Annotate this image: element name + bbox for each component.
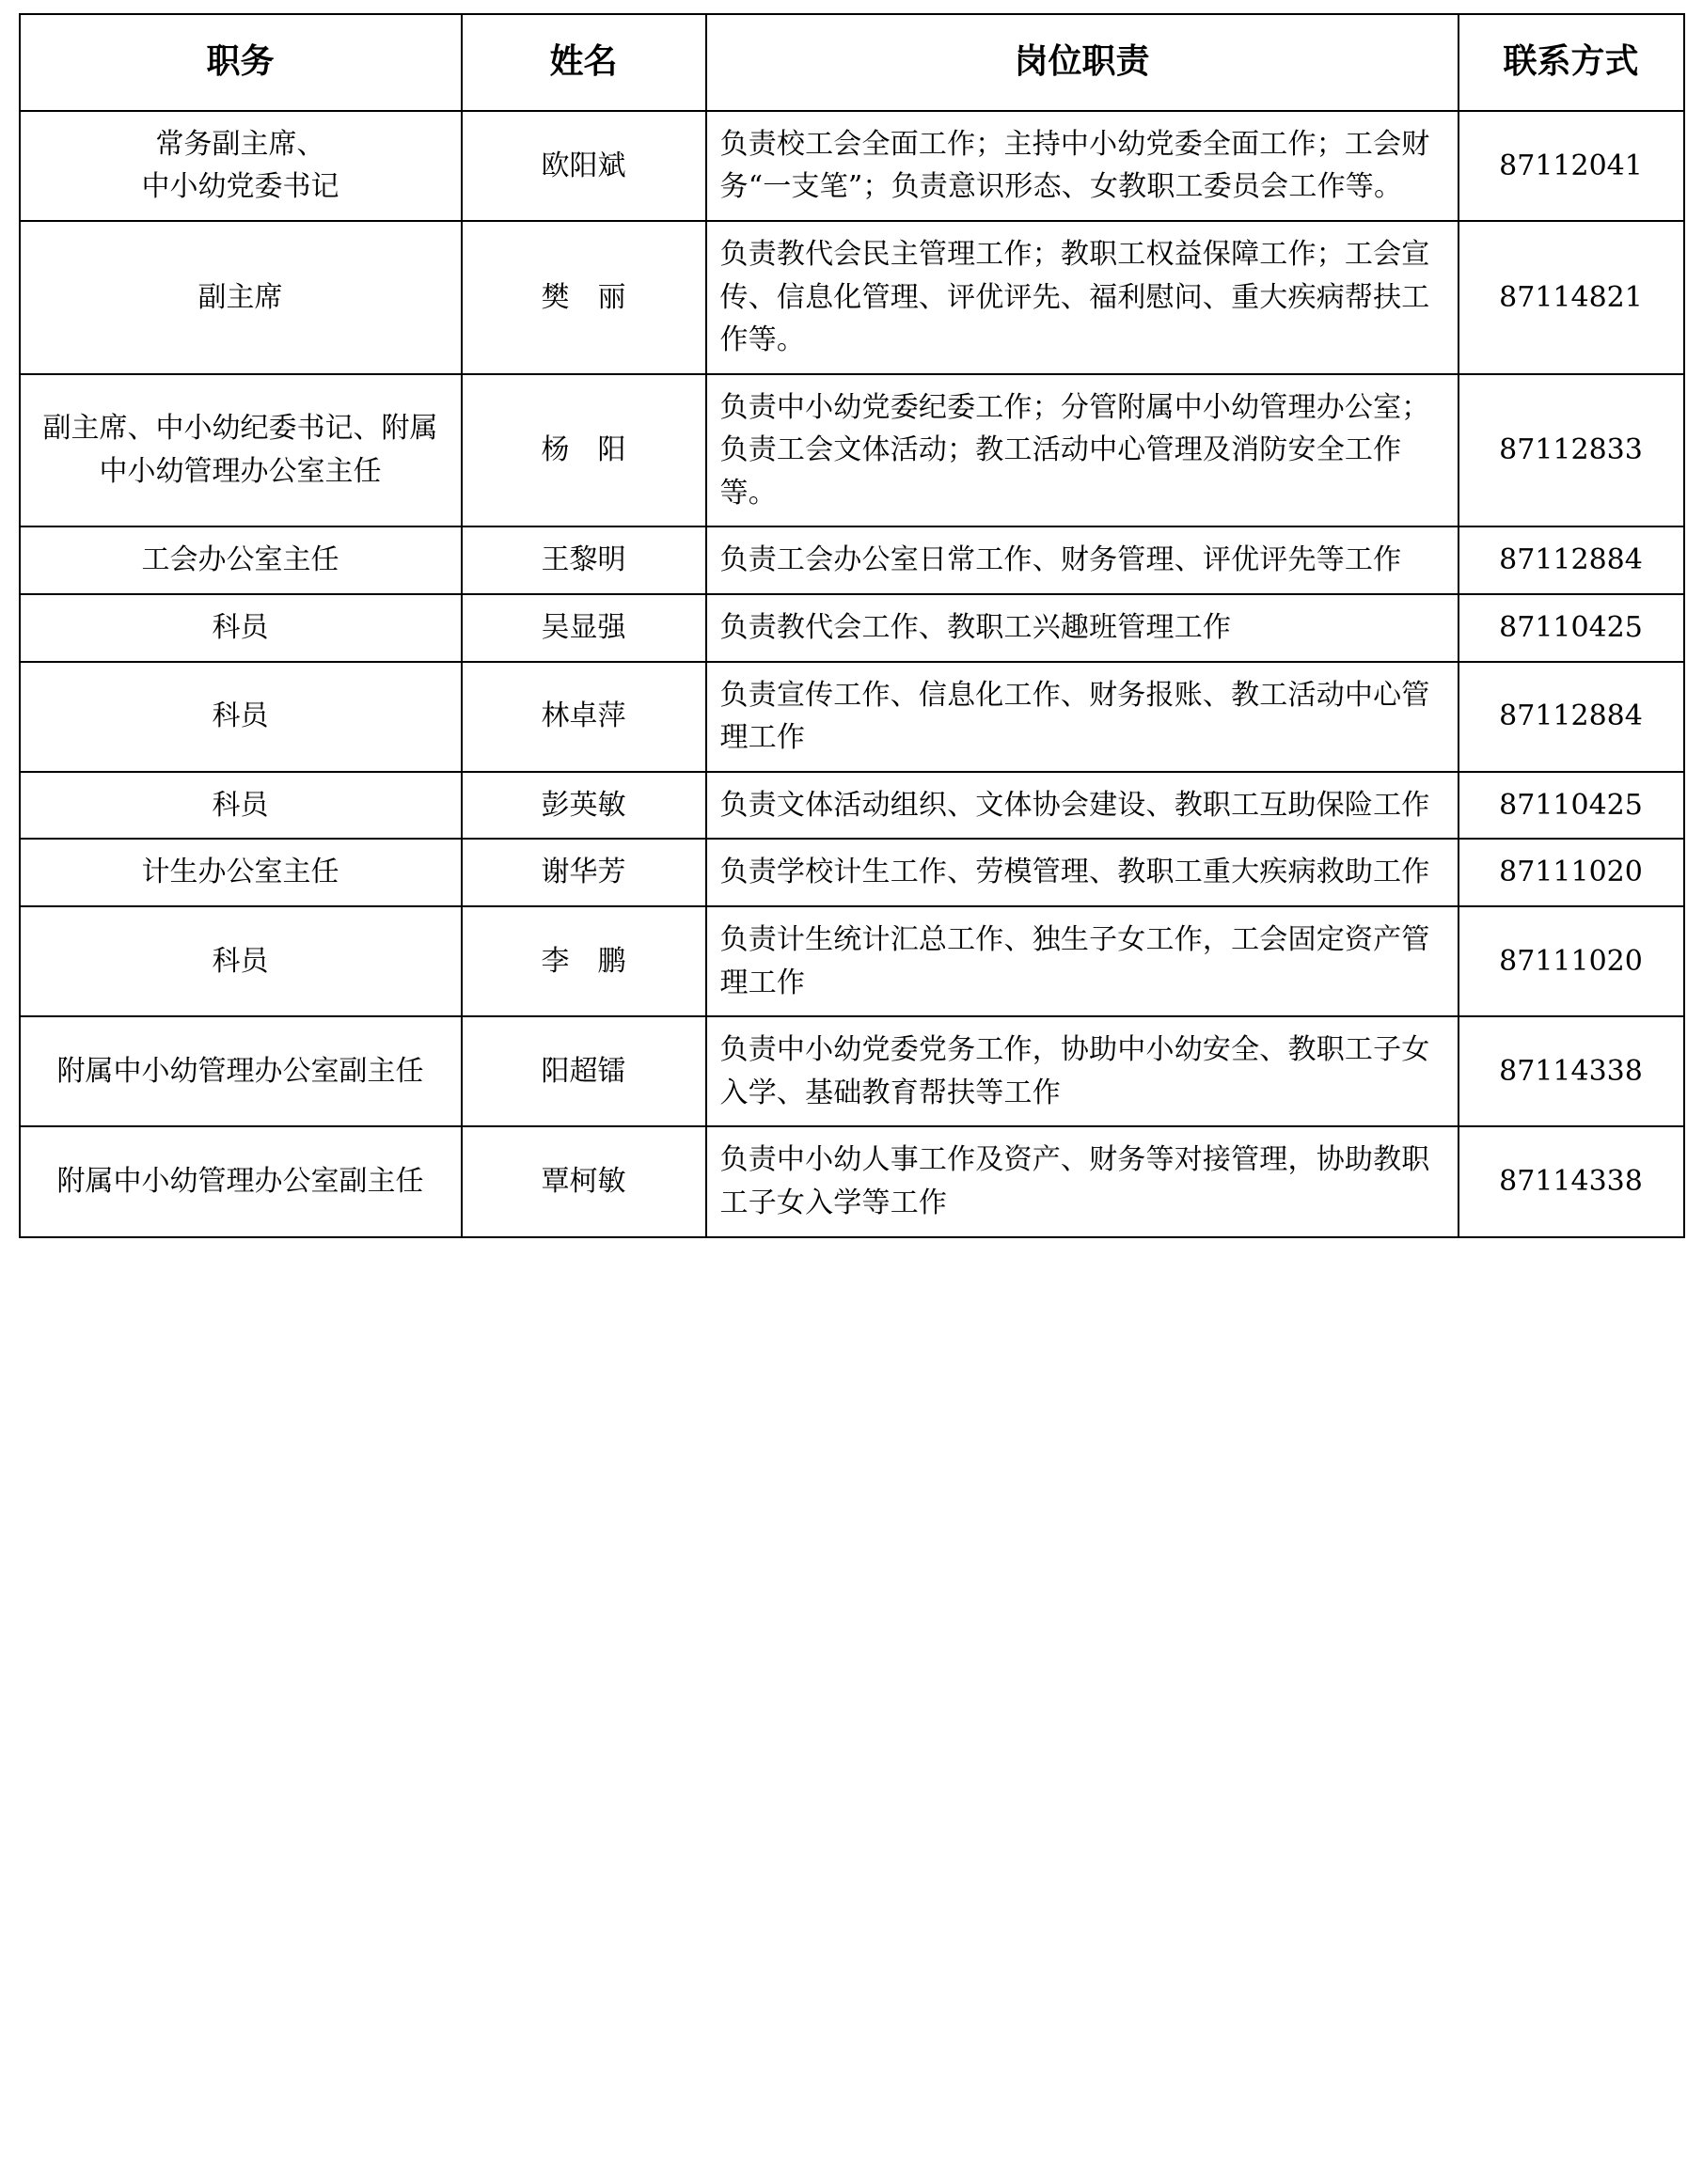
cell-contact: 87114338: [1459, 1126, 1684, 1236]
table-row: [20, 594, 1684, 662]
cell-name: 杨 阳: [462, 374, 706, 527]
cell-name: 覃柯敏: [462, 1126, 706, 1236]
cell-responsibility: 负责中小幼党委纪委工作；分管附属中小幼管理办公室；负责工会文体活动；教工活动中心管理及消防安全工作等。: [706, 374, 1459, 527]
cell-responsibility: 负责计生统计汇总工作、独生子女工作，工会固定资产管理工作: [706, 906, 1459, 1016]
cell-contact: 87111020: [1459, 906, 1684, 1016]
cell-contact: 87110425: [1459, 772, 1684, 840]
table-row: [20, 772, 1684, 840]
cell-responsibility: 负责文体活动组织、文体协会建设、教职工互助保险工作: [706, 772, 1459, 840]
cell-duty: 科员: [20, 662, 462, 772]
table-row: [20, 111, 1684, 221]
cell-duty: 科员: [20, 772, 462, 840]
cell-duty: 科员: [20, 906, 462, 1016]
cell-contact: 87112884: [1459, 526, 1684, 594]
cell-responsibility: 负责学校计生工作、劳模管理、教职工重大疾病救助工作: [706, 839, 1459, 906]
cell-duty: 附属中小幼管理办公室副主任: [20, 1126, 462, 1236]
staff-directory-table: [19, 13, 1685, 1238]
cell-responsibility: 负责中小幼党委党务工作，协助中小幼安全、教职工子女入学、基础教育帮扶等工作: [706, 1016, 1459, 1126]
column-header-duty: 职务: [20, 14, 462, 111]
table-row: [20, 221, 1684, 374]
table-header-row: [20, 14, 1684, 111]
table-row: [20, 1016, 1684, 1126]
table-header: [20, 14, 1684, 111]
cell-name: 樊 丽: [462, 221, 706, 374]
cell-responsibility: 负责校工会全面工作；主持中小幼党委全面工作；工会财务“一支笔”；负责意识形态、女教职工委员会工作等。: [706, 111, 1459, 221]
cell-contact: 87114821: [1459, 221, 1684, 374]
cell-name: 王黎明: [462, 526, 706, 594]
cell-name: 阳超镭: [462, 1016, 706, 1126]
cell-responsibility: 负责中小幼人事工作及资产、财务等对接管理，协助教职工子女入学等工作: [706, 1126, 1459, 1236]
table-body: [20, 111, 1684, 1237]
cell-contact: 87111020: [1459, 839, 1684, 906]
cell-name: 吴显强: [462, 594, 706, 662]
cell-contact: 87112041: [1459, 111, 1684, 221]
cell-responsibility: 负责教代会工作、教职工兴趣班管理工作: [706, 594, 1459, 662]
table-row: [20, 1126, 1684, 1236]
cell-name: 彭英敏: [462, 772, 706, 840]
cell-contact: 87110425: [1459, 594, 1684, 662]
cell-name: 谢华芳: [462, 839, 706, 906]
cell-contact: 87114338: [1459, 1016, 1684, 1126]
cell-name: 欧阳斌: [462, 111, 706, 221]
table-row: [20, 374, 1684, 527]
cell-responsibility: 负责工会办公室日常工作、财务管理、评优评先等工作: [706, 526, 1459, 594]
cell-responsibility: 负责宣传工作、信息化工作、财务报账、教工活动中心管理工作: [706, 662, 1459, 772]
table-row: [20, 839, 1684, 906]
table-row: [20, 906, 1684, 1016]
cell-duty: 工会办公室主任: [20, 526, 462, 594]
table-row: [20, 526, 1684, 594]
cell-duty: 计生办公室主任: [20, 839, 462, 906]
column-header-name: 姓名: [462, 14, 706, 111]
cell-duty: 副主席、中小幼纪委书记、附属中小幼管理办公室主任: [20, 374, 462, 527]
cell-contact: 87112884: [1459, 662, 1684, 772]
column-header-contact: 联系方式: [1459, 14, 1684, 111]
table-row: [20, 662, 1684, 772]
cell-name: 李 鹏: [462, 906, 706, 1016]
cell-duty: 常务副主席、 中小幼党委书记: [20, 111, 462, 221]
cell-duty: 科员: [20, 594, 462, 662]
column-header-responsibility: 岗位职责: [706, 14, 1459, 111]
cell-duty: 附属中小幼管理办公室副主任: [20, 1016, 462, 1126]
cell-responsibility: 负责教代会民主管理工作；教职工权益保障工作；工会宣传、信息化管理、评优评先、福利慰问、重大疾病帮扶工作等。: [706, 221, 1459, 374]
cell-duty: 副主席: [20, 221, 462, 374]
cell-name: 林卓萍: [462, 662, 706, 772]
cell-contact: 87112833: [1459, 374, 1684, 527]
